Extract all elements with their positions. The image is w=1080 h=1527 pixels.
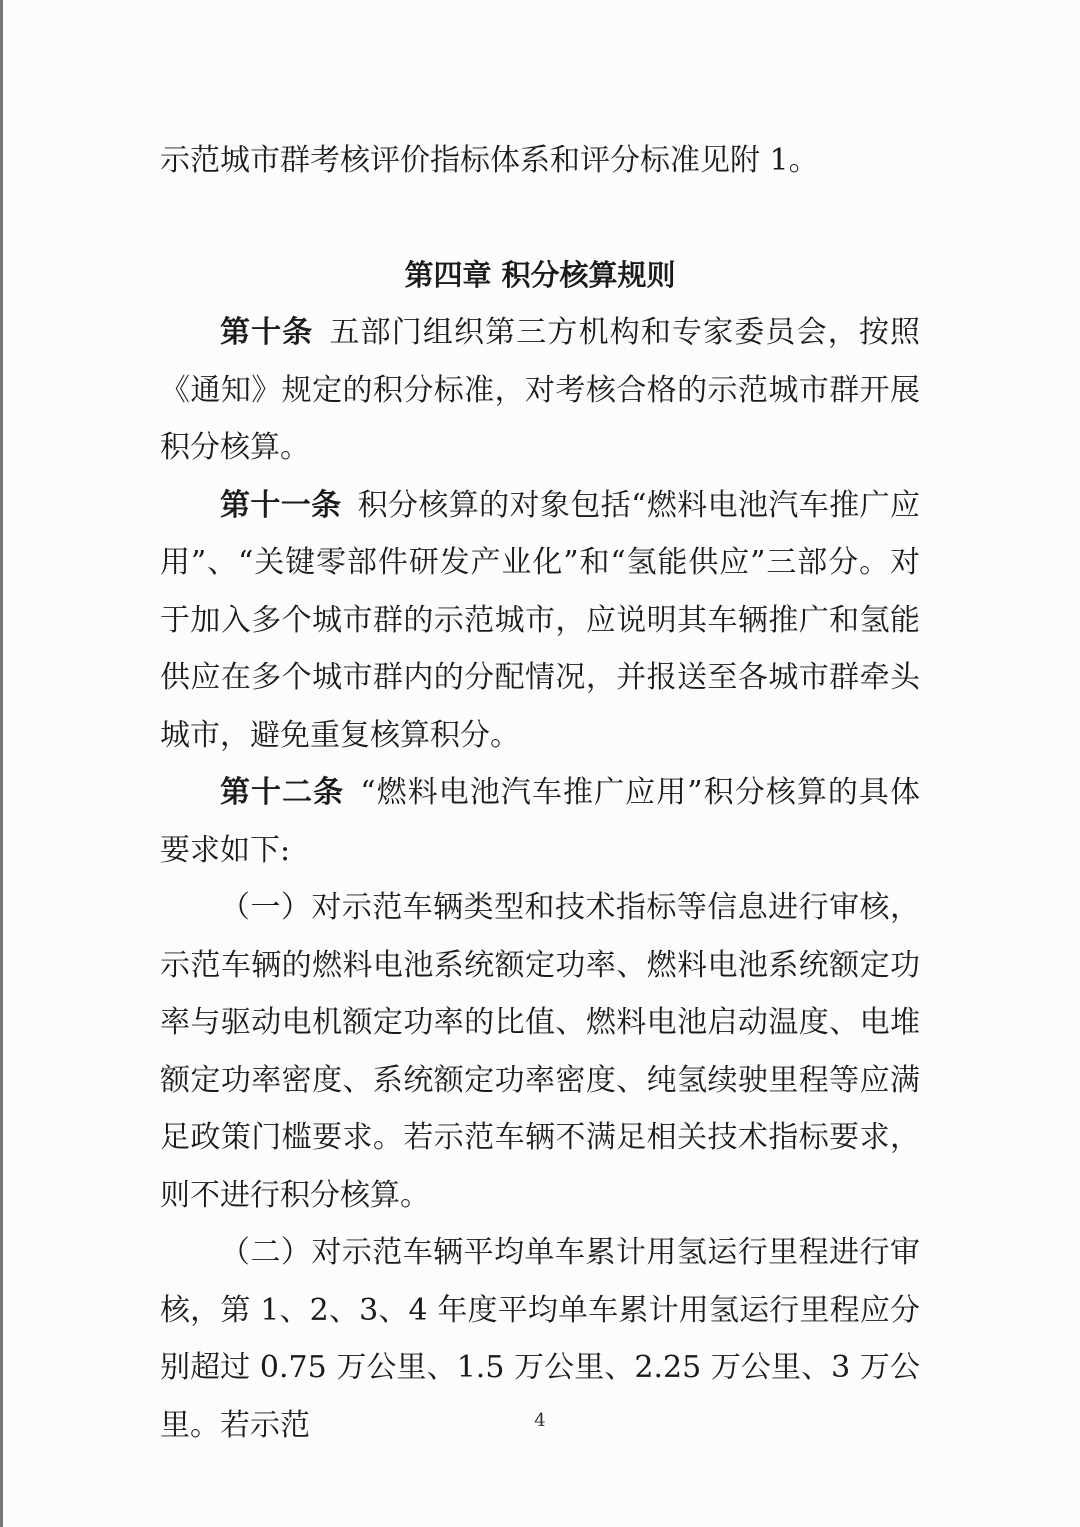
article-12-text: “燃料电池汽车推广应用”积分核算的具体要求如下: [160, 775, 920, 868]
article-12-heading: 第十二条 [220, 775, 345, 810]
article-10-text: 五部门组织第三方机构和专家委员会，按照《通知》规定的积分标准，对考核合格的示范城市群开展积分核算。 [160, 315, 921, 465]
intro-paragraph: 示范城市群考核评价指标体系和评分标准见附 1。 [160, 143, 819, 178]
article-11-heading: 第十一条 [220, 487, 342, 523]
article-11 [160, 477, 920, 765]
document-body [160, 132, 920, 1454]
item-2: （二）对示范车辆平均单车累计用氢运行里程进行审核，第 1、2、3、4 年度平均单车累计用氢运行里程应分别超过 0.75 万公里、1.5 万公里、2.25 万公里、3 万公里。若示范 [160, 1235, 920, 1443]
chapter-title: 第四章 积分核算规则 [404, 257, 676, 292]
article-11-text: 积分核算的对象包括“燃料电池汽车推广应用”、“关键零部件研发产业化”和“氢能供应”三部分。对于加入多个城市群的示范城市，应说明其车辆推广和氢能供应在多个城市群内的分配情况，并报送至各城市群牵头城市，避免重复核算积分。 [160, 487, 920, 753]
article-10 [160, 304, 920, 477]
article-10-heading: 第十条 [220, 315, 314, 350]
scan-edge-divider [0, 0, 3, 1527]
page-number: 4 [534, 1410, 546, 1431]
article-12 [160, 764, 920, 879]
item-1: （一）对示范车辆类型和技术指标等信息进行审核，示范车辆的燃料电池系统额定功率、燃料电池系统额定功率与驱动电机额定功率的比值、燃料电池启动温度、电堆额定功率密度、系统额定功率密度、纯氢续驶里程等应满足政策门槛要求。若示范车辆不满足相关技术指标要求，则不进行积分核算。 [160, 890, 920, 1213]
